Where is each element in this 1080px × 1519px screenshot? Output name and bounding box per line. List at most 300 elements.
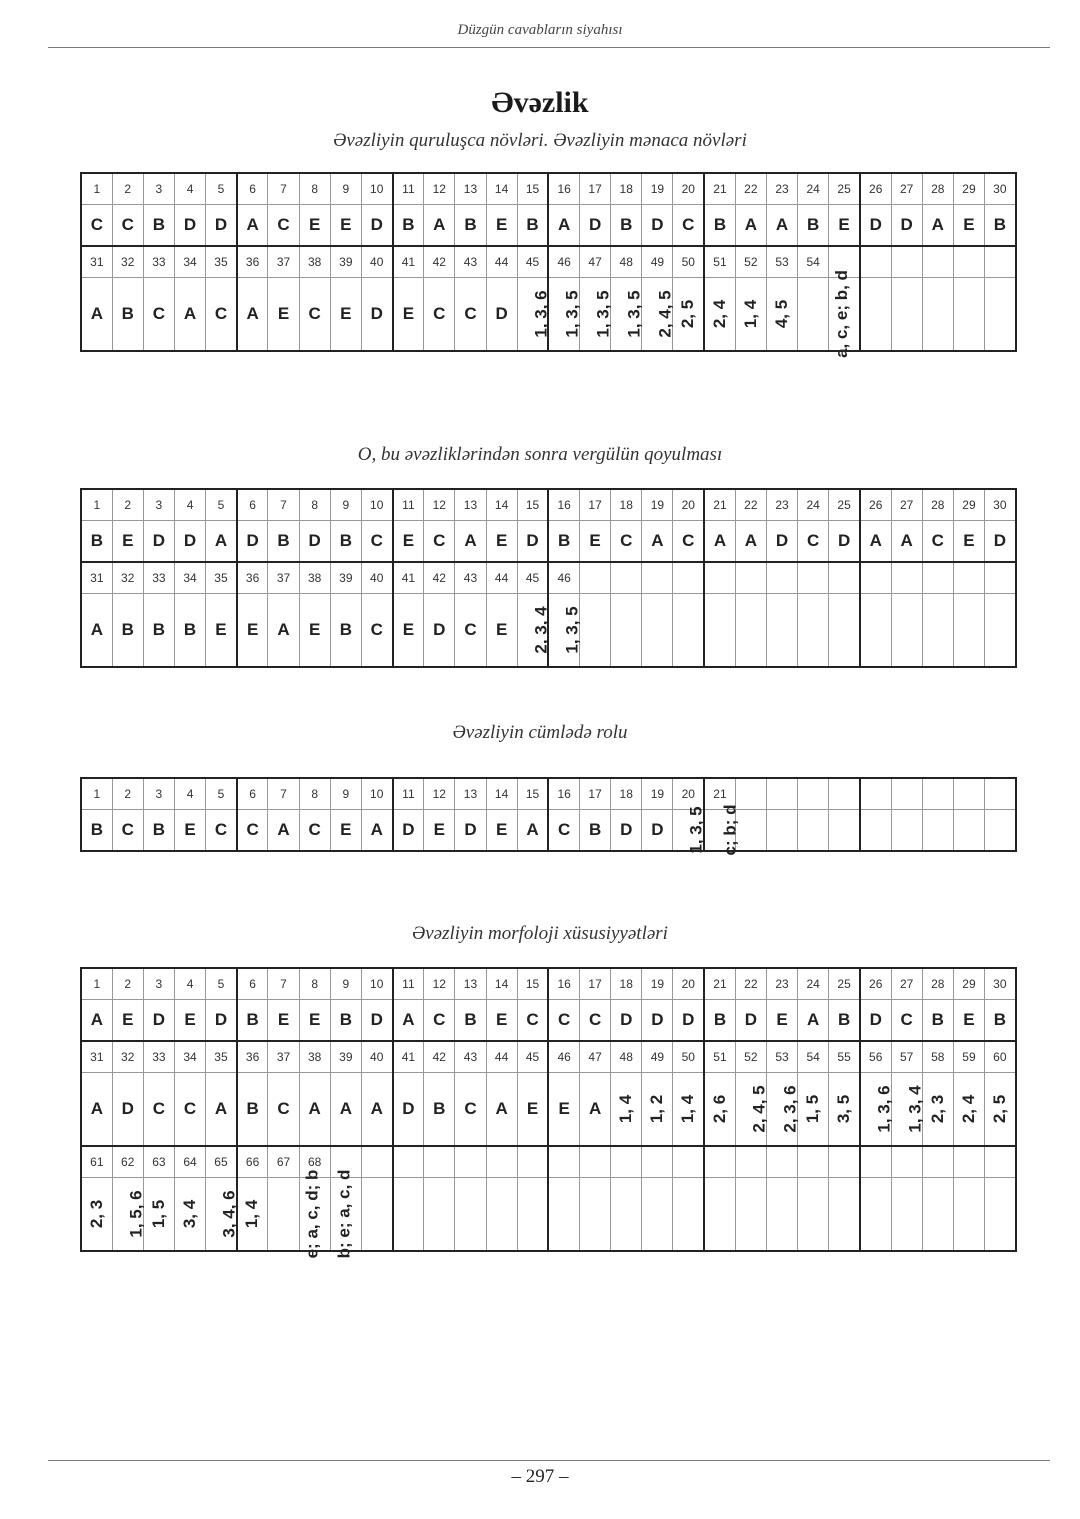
answer-row [81, 594, 1016, 668]
question-number [985, 246, 1016, 278]
question-number: 34 [174, 562, 205, 594]
question-number: 21 [704, 173, 735, 205]
answer-cell: D [393, 1073, 424, 1147]
answer-cell: C [548, 1000, 579, 1042]
question-number: 10 [361, 778, 392, 810]
answer-cell [517, 278, 551, 352]
question-number: 12 [424, 968, 455, 1000]
answer-table [80, 172, 1017, 358]
question-number: 13 [455, 489, 486, 521]
answer-cell: A [237, 278, 268, 352]
question-number: 11 [393, 778, 424, 810]
question-number: 13 [455, 173, 486, 205]
question-number [361, 1146, 392, 1178]
answer-cell [953, 1073, 984, 1147]
answer-cell: E [393, 594, 424, 668]
running-header: Düzgün cavabların siyahısı [457, 22, 623, 38]
question-number: 50 [673, 1041, 704, 1073]
answer-cell: B [548, 521, 579, 563]
answer-cell [642, 594, 673, 668]
question-number [611, 562, 642, 594]
answer-cell [704, 804, 740, 856]
answer-text: 1, 3, 4 [905, 1085, 925, 1133]
question-number: 20 [673, 489, 704, 521]
answer-cell: E [112, 521, 143, 563]
answer-cell: D [985, 521, 1016, 563]
answer-cell: A [735, 205, 766, 247]
answer-cell [985, 1178, 1016, 1252]
answer-cell [673, 806, 707, 854]
question-number: 15 [517, 968, 548, 1000]
answer-cell: C [673, 521, 704, 563]
question-number: 23 [766, 968, 797, 1000]
question-number [985, 778, 1016, 810]
footer-rule [48, 1460, 1050, 1461]
answer-cell: D [206, 205, 237, 247]
answer-cell: A [237, 205, 268, 247]
answer-cell: A [81, 278, 112, 352]
answer-cell: C [174, 1073, 205, 1147]
answer-cell: A [174, 278, 205, 352]
question-number: 9 [330, 778, 361, 810]
question-number: 7 [268, 489, 299, 521]
answer-cell: D [112, 1073, 143, 1147]
answer-cell: B [112, 278, 143, 352]
question-number: 17 [580, 173, 611, 205]
question-number: 18 [611, 778, 642, 810]
answer-row [81, 521, 1016, 563]
question-number [985, 1146, 1016, 1178]
answer-cell: D [642, 810, 673, 852]
question-number: 42 [424, 246, 455, 278]
question-number: 55 [829, 1041, 860, 1073]
question-number [735, 1146, 766, 1178]
answer-text: 1, 4 [678, 1094, 698, 1124]
answer-cell [860, 1178, 891, 1252]
answer-cell [798, 810, 829, 852]
answer-cell: E [174, 810, 205, 852]
answer-text: 1, 3, 5 [687, 806, 707, 854]
question-number: 56 [860, 1041, 891, 1073]
question-number: 8 [299, 173, 330, 205]
answer-row [81, 1000, 1016, 1042]
question-number: 31 [81, 246, 112, 278]
answer-cell [922, 1073, 953, 1147]
question-number: 28 [922, 968, 953, 1000]
answer-cell: E [548, 1073, 579, 1147]
answer-text: c; b; d [720, 804, 740, 856]
answer-cell [766, 278, 797, 352]
question-number [580, 562, 611, 594]
answer-cell [922, 278, 953, 352]
answer-cell: B [580, 810, 611, 852]
question-number-row [81, 1146, 1016, 1178]
question-number: 6 [237, 778, 268, 810]
question-number: 11 [393, 968, 424, 1000]
question-number: 35 [206, 562, 237, 594]
answer-cell [766, 810, 797, 852]
question-number: 10 [361, 489, 392, 521]
answer-cell: C [455, 594, 486, 668]
question-number: 16 [548, 968, 579, 1000]
answer-cell: B [798, 205, 829, 247]
answer-cell [891, 1178, 922, 1252]
answer-cell: D [860, 205, 891, 247]
question-number: 44 [486, 246, 517, 278]
question-number: 54 [798, 246, 829, 278]
question-number [922, 246, 953, 278]
answer-cell: B [985, 205, 1016, 247]
answer-text: 2, 3 [86, 1199, 106, 1229]
question-number: 21 [704, 489, 735, 521]
answer-text: a, c, e; b, d [832, 270, 852, 358]
question-number [673, 1146, 704, 1178]
question-number [860, 1146, 891, 1178]
answer-cell [580, 278, 611, 352]
answer-cell: A [81, 1000, 112, 1042]
chapter-title: Əvəzlik [491, 86, 589, 119]
answer-cell: E [486, 1000, 517, 1042]
answer-cell [361, 1178, 392, 1252]
question-number-row [81, 778, 1016, 810]
answer-cell: D [486, 278, 517, 352]
answer-cell [985, 594, 1016, 668]
answer-cell: B [455, 205, 486, 247]
question-number: 44 [486, 562, 517, 594]
answer-cell: A [455, 521, 486, 563]
question-number: 13 [455, 778, 486, 810]
question-number [486, 1146, 517, 1178]
question-number: 22 [735, 489, 766, 521]
answer-cell: E [580, 521, 611, 563]
question-number [642, 562, 673, 594]
question-number: 40 [361, 1041, 392, 1073]
answer-cell: D [143, 521, 174, 563]
question-number: 26 [860, 489, 891, 521]
question-number [766, 562, 797, 594]
answer-cell: E [393, 521, 424, 563]
answer-text: 2, 3 [927, 1094, 947, 1124]
answer-cell: A [299, 1073, 330, 1147]
answer-cell: B [704, 1000, 735, 1042]
answer-cell: B [81, 521, 112, 563]
question-number: 18 [611, 489, 642, 521]
question-number: 38 [299, 1041, 330, 1073]
answer-cell [860, 1073, 894, 1147]
question-number: 62 [112, 1146, 143, 1178]
question-number: 43 [455, 562, 486, 594]
question-number: 47 [580, 246, 611, 278]
answer-cell [953, 810, 984, 852]
answer-text: 4, 5 [772, 299, 792, 329]
question-number: 4 [174, 778, 205, 810]
answer-cell: D [642, 205, 673, 247]
answer-cell: D [361, 1000, 392, 1042]
question-number: 13 [455, 968, 486, 1000]
question-number: 22 [735, 173, 766, 205]
question-number: 40 [361, 246, 392, 278]
question-number: 39 [330, 1041, 361, 1073]
question-number: 51 [704, 1041, 735, 1073]
question-number: 24 [798, 489, 829, 521]
answer-cell: B [611, 205, 642, 247]
question-number: 37 [268, 246, 299, 278]
answer-cell: B [330, 521, 361, 563]
answer-cell [985, 1073, 1016, 1147]
question-number: 37 [268, 1041, 299, 1073]
answer-cell: A [766, 205, 797, 247]
question-number: 6 [237, 489, 268, 521]
answer-cell [953, 1178, 984, 1252]
answer-cell: C [81, 205, 112, 247]
question-number: 38 [299, 246, 330, 278]
question-number: 44 [486, 1041, 517, 1073]
question-number: 61 [81, 1146, 112, 1178]
answer-text: b; e; a, c, d [333, 1169, 353, 1259]
question-number: 8 [299, 778, 330, 810]
answer-cell [704, 594, 735, 668]
question-number: 19 [642, 968, 673, 1000]
question-number: 18 [611, 968, 642, 1000]
answer-cell: E [486, 594, 517, 668]
question-number [860, 562, 891, 594]
answer-cell: E [424, 810, 455, 852]
answer-text: 1, 3, 6 [531, 290, 551, 338]
question-number [860, 246, 891, 278]
question-number: 5 [206, 778, 237, 810]
question-number [735, 562, 766, 594]
answer-cell: E [299, 594, 330, 668]
answer-cell [673, 278, 704, 352]
question-number [798, 1146, 829, 1178]
answer-cell [611, 1178, 642, 1252]
answer-cell: C [237, 810, 268, 852]
answer-cell: A [330, 1073, 361, 1147]
answer-text: 1, 5 [148, 1199, 168, 1229]
answer-cell [922, 810, 953, 852]
answer-cell: D [361, 278, 392, 352]
answer-cell: B [455, 1000, 486, 1042]
answer-cell [611, 278, 642, 352]
answer-cell [548, 278, 582, 352]
answer-cell [922, 1178, 953, 1252]
answer-cell: B [330, 1000, 361, 1042]
answer-cell: C [112, 205, 143, 247]
section-title: Əvəzliyin morfoloji xüsusiyyətləri [412, 923, 668, 944]
answer-cell [891, 278, 922, 352]
answer-cell: A [517, 810, 548, 852]
answer-table [80, 777, 1017, 856]
answer-cell: E [953, 205, 984, 247]
answer-cell: E [486, 810, 517, 852]
answer-cell: A [268, 810, 299, 852]
question-number: 59 [953, 1041, 984, 1073]
answer-cell [860, 810, 891, 852]
answer-cell: C [424, 1000, 455, 1042]
answer-text: 1, 4 [242, 1199, 262, 1229]
question-number: 29 [953, 173, 984, 205]
question-number [424, 1146, 455, 1178]
answer-cell: C [361, 594, 392, 668]
answer-cell: E [330, 205, 361, 247]
question-number: 33 [143, 246, 174, 278]
answer-cell: C [798, 521, 829, 563]
answer-cell [798, 1178, 829, 1252]
answer-cell: A [424, 205, 455, 247]
question-number: 50 [673, 246, 704, 278]
question-number: 32 [112, 246, 143, 278]
answer-cell: D [735, 1000, 766, 1042]
question-number: 47 [580, 1041, 611, 1073]
question-number: 30 [985, 173, 1016, 205]
answer-cell: D [393, 810, 424, 852]
answer-cell [735, 1178, 766, 1252]
answer-cell [642, 1073, 673, 1147]
question-number: 29 [953, 968, 984, 1000]
answer-cell: C [673, 205, 704, 247]
answer-cell: C [299, 278, 330, 352]
answer-cell: B [237, 1000, 268, 1042]
answer-text: 1, 5, 6 [126, 1190, 146, 1238]
answer-cell: A [361, 810, 392, 852]
answer-cell [829, 1073, 860, 1147]
question-number [953, 246, 984, 278]
answer-row [81, 205, 1016, 247]
question-number: 8 [299, 968, 330, 1000]
answer-cell [237, 1178, 268, 1252]
question-number: 49 [642, 246, 673, 278]
answer-text: 2, 6 [709, 1094, 729, 1124]
answer-cell: D [860, 1000, 891, 1042]
question-number: 65 [206, 1146, 237, 1178]
question-number: 41 [393, 562, 424, 594]
answer-cell [798, 270, 852, 358]
question-number: 41 [393, 1041, 424, 1073]
question-number: 27 [891, 968, 922, 1000]
answer-cell [642, 1178, 673, 1252]
answer-cell [922, 594, 953, 668]
answer-cell: D [299, 521, 330, 563]
answer-cell: C [424, 278, 455, 352]
answer-cell: E [829, 205, 860, 247]
question-number: 25 [829, 489, 860, 521]
question-number: 43 [455, 246, 486, 278]
question-number: 46 [548, 1041, 579, 1073]
question-number: 46 [548, 562, 579, 594]
question-number: 21 [704, 968, 735, 1000]
answer-cell: B [517, 205, 548, 247]
answer-cell [766, 1178, 797, 1252]
question-number: 6 [237, 968, 268, 1000]
answer-cell [735, 278, 766, 352]
answer-cell [829, 594, 860, 668]
question-number: 18 [611, 173, 642, 205]
answer-text: 2, 4, 5 [655, 290, 675, 338]
answer-cell: E [766, 1000, 797, 1042]
answer-cell: E [237, 594, 268, 668]
answer-text: 1, 2 [647, 1094, 667, 1124]
question-number: 15 [517, 778, 548, 810]
question-number: 38 [299, 562, 330, 594]
answer-cell [580, 1178, 611, 1252]
answer-text: 3, 4, 6 [219, 1190, 239, 1238]
question-number: 1 [81, 778, 112, 810]
answer-cell: C [361, 521, 392, 563]
question-number: 15 [517, 489, 548, 521]
question-number: 4 [174, 173, 205, 205]
answer-cell [611, 594, 642, 668]
question-number: 17 [580, 968, 611, 1000]
question-number: 37 [268, 562, 299, 594]
question-number: 58 [922, 1041, 953, 1073]
answer-cell: E [393, 278, 424, 352]
question-number: 14 [486, 489, 517, 521]
answer-cell [704, 1073, 735, 1147]
section-title: O, bu əvəzliklərindən sonra vergülün qoyulması [357, 444, 723, 465]
answer-cell [393, 1178, 424, 1252]
question-number: 34 [174, 246, 205, 278]
question-number: 9 [330, 968, 361, 1000]
question-number-row [81, 1041, 1016, 1073]
question-number: 60 [985, 1041, 1016, 1073]
answer-cell: B [829, 1000, 860, 1042]
question-number [953, 1146, 984, 1178]
answer-cell: D [611, 810, 642, 852]
question-number [891, 562, 922, 594]
question-number [953, 778, 984, 810]
question-number: 45 [517, 1041, 548, 1073]
question-number: 20 [673, 968, 704, 1000]
answer-cell: E [486, 205, 517, 247]
question-number: 39 [330, 246, 361, 278]
answer-cell: D [174, 205, 205, 247]
question-number: 36 [237, 1041, 268, 1073]
answer-cell [673, 1073, 704, 1147]
answer-cell [704, 278, 735, 352]
question-number: 35 [206, 246, 237, 278]
question-number: 7 [268, 778, 299, 810]
question-number: 12 [424, 778, 455, 810]
question-number [891, 1146, 922, 1178]
question-number: 2 [112, 173, 143, 205]
question-number: 19 [642, 489, 673, 521]
answer-cell [517, 1178, 548, 1252]
answer-cell [735, 1073, 769, 1147]
question-number [829, 778, 860, 810]
answer-cell: A [860, 521, 891, 563]
question-number [922, 778, 953, 810]
answer-text: 1, 3, 5 [562, 290, 582, 338]
answer-cell: E [299, 205, 330, 247]
question-number [922, 562, 953, 594]
question-number: 2 [112, 968, 143, 1000]
question-number-row [81, 562, 1016, 594]
answer-text: 2, 5 [989, 1094, 1009, 1124]
answer-text: 1, 3, 6 [874, 1085, 894, 1133]
answer-row [81, 1073, 1016, 1147]
question-number: 63 [143, 1146, 174, 1178]
question-number: 34 [174, 1041, 205, 1073]
answer-cell: D [206, 1000, 237, 1042]
question-number [922, 1146, 953, 1178]
question-number: 10 [361, 968, 392, 1000]
question-number [704, 1146, 735, 1178]
answer-cell: A [580, 1073, 611, 1147]
question-number: 48 [611, 246, 642, 278]
answer-cell: D [611, 1000, 642, 1042]
question-number: 4 [174, 489, 205, 521]
answer-cell: C [268, 1073, 299, 1147]
